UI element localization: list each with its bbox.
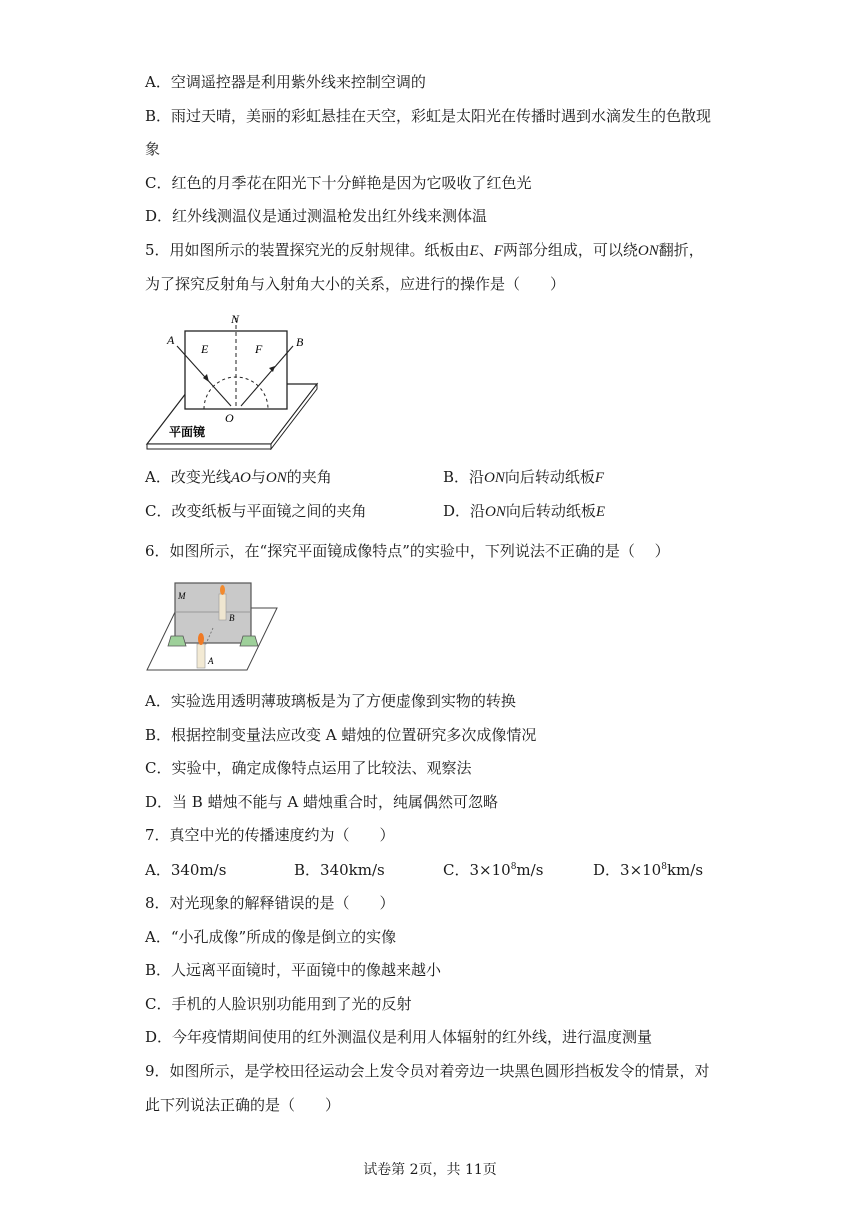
q4-option-d: D．红外线测温仪是通过测温枪发出红外线来测体温	[145, 207, 488, 225]
q5-option-a: A．改变光线AO与ON的夹角	[145, 468, 332, 486]
q4-option-a: A．空调遥控器是利用紫外线来控制空调的	[145, 73, 426, 91]
q9-stem-line1: 9．如图所示，是学校田径运动会上发令员对着旁边一块黑色圆形挡板发令的情景，对	[145, 1062, 710, 1080]
q8-option-b: B．人远离平面镜时，平面镜中的像越来越小	[145, 961, 442, 979]
q8-option-c: C．手机的人脸识别功能用到了光的反射	[145, 995, 412, 1013]
candle-b	[219, 594, 226, 620]
q7-stem: 7．真空中光的传播速度约为（ ）	[145, 826, 395, 844]
label-o: O	[225, 411, 234, 425]
q7-option-c: C．$3\times 10^8m/s$	[443, 861, 544, 879]
label-plane-mirror: 平面镜	[169, 425, 206, 439]
plane-mirror-experiment-figure	[145, 580, 280, 674]
label-n: N	[231, 312, 240, 326]
q7-option-d: D．$3\times 10^8km/s$	[593, 861, 704, 879]
label-m: M	[178, 591, 186, 601]
label-a: A	[208, 656, 214, 666]
label-e: E	[201, 342, 209, 356]
q4-option-b-line1: B．雨过天晴，美丽的彩虹悬挂在天空，彩虹是太阳光在传播时遇到水滴发生的色散现	[145, 107, 712, 125]
label-a: A	[167, 333, 175, 347]
q6-option-d: D．当 B 蜡烛不能与 A 蜡烛重合时，纯属偶然可忽略	[145, 793, 498, 811]
label-b: B	[229, 613, 235, 623]
q5-option-b: B．沿ON向后转动纸板F	[443, 468, 605, 486]
q6-stem: 6．如图所示，在“探究平面镜成像特点”的实验中，下列说法不正确的是（ ）	[145, 542, 670, 560]
q4-option-b-line2: 象	[145, 140, 161, 158]
q7-option-b: B．340km/s	[294, 861, 385, 879]
q5-option-d: D．沿ON向后转动纸板E	[443, 502, 606, 520]
q5-option-c: C．改变纸板与平面镜之间的夹角	[145, 502, 367, 520]
reflection-apparatus-figure	[145, 308, 325, 450]
q7-option-a: A．340m/s	[145, 861, 227, 879]
label-f: F	[255, 342, 263, 356]
q4-option-c: C．红色的月季花在阳光下十分鲜艳是因为它吸收了红色光	[145, 174, 532, 192]
q8-option-a: A．“小孔成像”所成的像是倒立的实像	[145, 928, 397, 946]
glass-plate	[175, 583, 251, 643]
q6-option-c: C．实验中，确定成像特点运用了比较法、观察法	[145, 759, 472, 777]
label-b: B	[296, 335, 304, 349]
q6-option-b: B．根据控制变量法应改变 A 蜡烛的位置研究多次成像情况	[145, 726, 537, 744]
q5-stem-line1: 5．用如图所示的装置探究光的反射规律。纸板由E、F两部分组成，可以绕ON翻折，	[145, 241, 704, 259]
q8-stem: 8．对光现象的解释错误的是（ ）	[145, 894, 395, 912]
q5-stem-line2: 为了探究反射角与入射角大小的关系，应进行的操作是（ ）	[145, 275, 566, 293]
q9-stem-line2: 此下列说法正确的是（ ）	[145, 1096, 341, 1114]
page-footer: 试卷第 2页，共 11页	[363, 1162, 497, 1178]
q6-option-a: A．实验选用透明薄玻璃板是为了方便虚像到实物的转换	[145, 692, 516, 710]
candle-a	[197, 644, 205, 668]
q8-option-d: D．今年疫情期间使用的红外测温仪是利用人体辐射的红外线，进行温度测量	[145, 1028, 653, 1046]
